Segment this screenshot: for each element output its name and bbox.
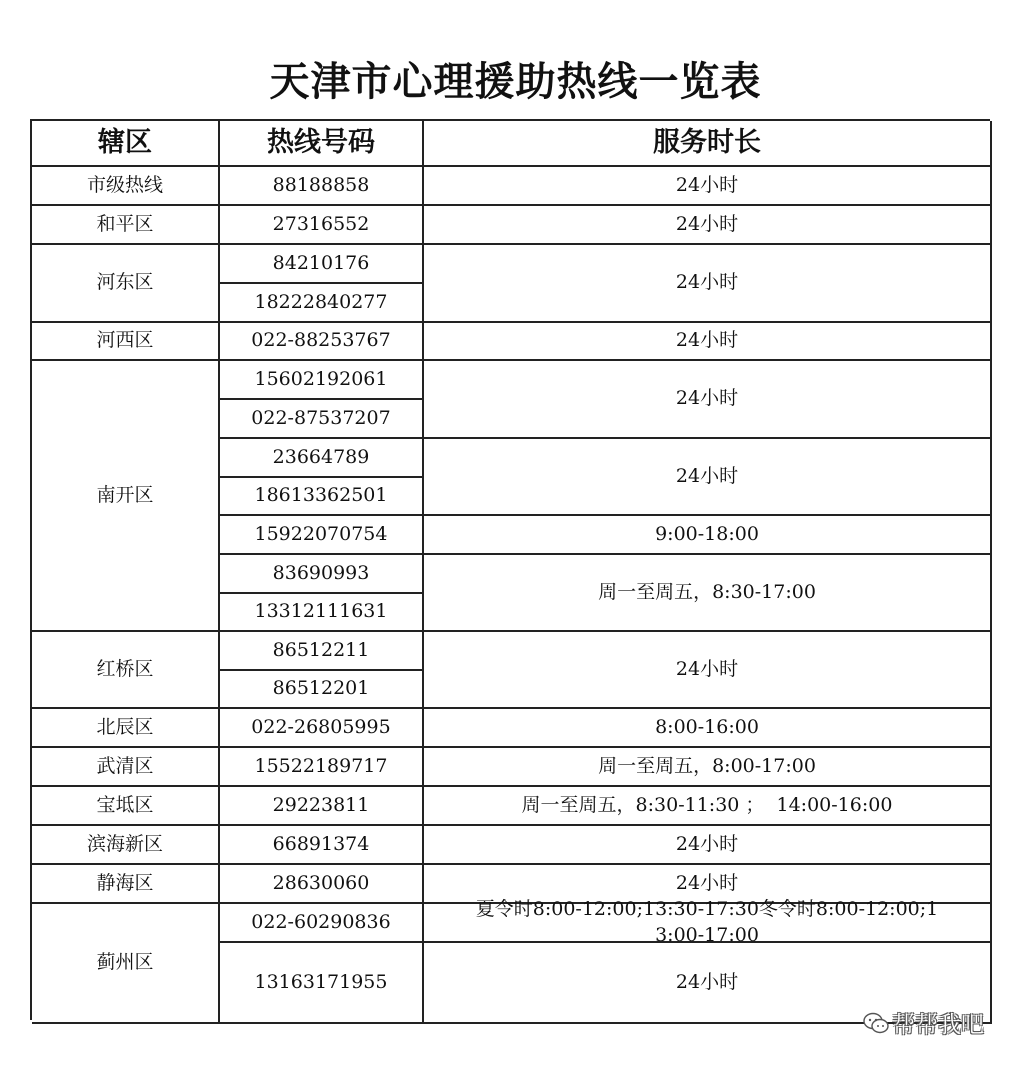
watermark xyxy=(862,1006,984,1039)
watermark-text: 帮帮我吧 xyxy=(892,1012,984,1038)
header-district: 辖区 xyxy=(32,121,220,167)
phone-cell: 15522189717 xyxy=(220,748,424,787)
district-cell: 滨海新区 xyxy=(32,826,220,865)
phone-cell: 28630060 xyxy=(220,865,424,904)
district-cell: 蓟州区 xyxy=(32,904,220,1024)
phone-cell: 27316552 xyxy=(220,206,424,245)
phone-cell: 88188858 xyxy=(220,167,424,206)
hours-cell: 24小时 xyxy=(424,865,992,904)
phone-cell: 83690993 xyxy=(220,555,424,594)
hours-cell: 周一至周五，8:30-11:30 ； 14:00-16:00 xyxy=(424,787,992,826)
hotline-table xyxy=(30,119,990,1020)
phone-cell: 23664789 xyxy=(220,439,424,478)
hours-cell: 24小时 xyxy=(424,206,992,245)
district-cell: 河西区 xyxy=(32,323,220,361)
header-hours: 服务时长 xyxy=(424,121,992,167)
phone-cell: 13163171955 xyxy=(220,943,424,1024)
phone-cell: 18613362501 xyxy=(220,478,424,516)
hours-cell: 24小时 xyxy=(424,632,992,709)
district-cell: 和平区 xyxy=(32,206,220,245)
hours-cell: 24小时 xyxy=(424,439,992,516)
phone-cell: 022-60290836 xyxy=(220,904,424,943)
hours-cell: 8:00-16:00 xyxy=(424,709,992,748)
hours-cell: 24小时 xyxy=(424,245,992,323)
wechat-icon xyxy=(862,1011,890,1035)
phone-cell: 022-88253767 xyxy=(220,323,424,361)
phone-cell: 022-87537207 xyxy=(220,400,424,439)
hours-cell: 24小时 xyxy=(424,943,992,1024)
district-cell: 河东区 xyxy=(32,245,220,323)
phone-cell: 15602192061 xyxy=(220,361,424,400)
district-cell: 武清区 xyxy=(32,748,220,787)
header-hotline: 热线号码 xyxy=(220,121,424,167)
phone-cell: 29223811 xyxy=(220,787,424,826)
district-cell: 红桥区 xyxy=(32,632,220,709)
district-cell: 静海区 xyxy=(32,865,220,904)
hours-cell: 周一至周五，8:00-17:00 xyxy=(424,748,992,787)
hours-cell: 夏令时8:00-12:00;13:30-17:30冬令时8:00-12:00;13:00-17:00 xyxy=(424,904,992,943)
phone-cell: 15922070754 xyxy=(220,516,424,555)
district-cell: 宝坻区 xyxy=(32,787,220,826)
district-cell: 北辰区 xyxy=(32,709,220,748)
hours-cell: 24小时 xyxy=(424,826,992,865)
phone-cell: 13312111631 xyxy=(220,594,424,632)
hours-cell: 9:00-18:00 xyxy=(424,516,992,555)
phone-cell: 86512201 xyxy=(220,671,424,709)
phone-cell: 86512211 xyxy=(220,632,424,671)
phone-cell: 66891374 xyxy=(220,826,424,865)
district-cell: 南开区 xyxy=(32,361,220,632)
hours-cell: 周一至周五，8:30-17:00 xyxy=(424,555,992,632)
hours-cell: 24小时 xyxy=(424,323,992,361)
hours-cell: 24小时 xyxy=(424,167,992,206)
district-cell: 市级热线 xyxy=(32,167,220,206)
hours-cell: 24小时 xyxy=(424,361,992,439)
phone-cell: 18222840277 xyxy=(220,284,424,323)
phone-cell: 022-26805995 xyxy=(220,709,424,748)
page-title: 天津市心理援助热线一览表 xyxy=(269,59,762,105)
phone-cell: 84210176 xyxy=(220,245,424,284)
